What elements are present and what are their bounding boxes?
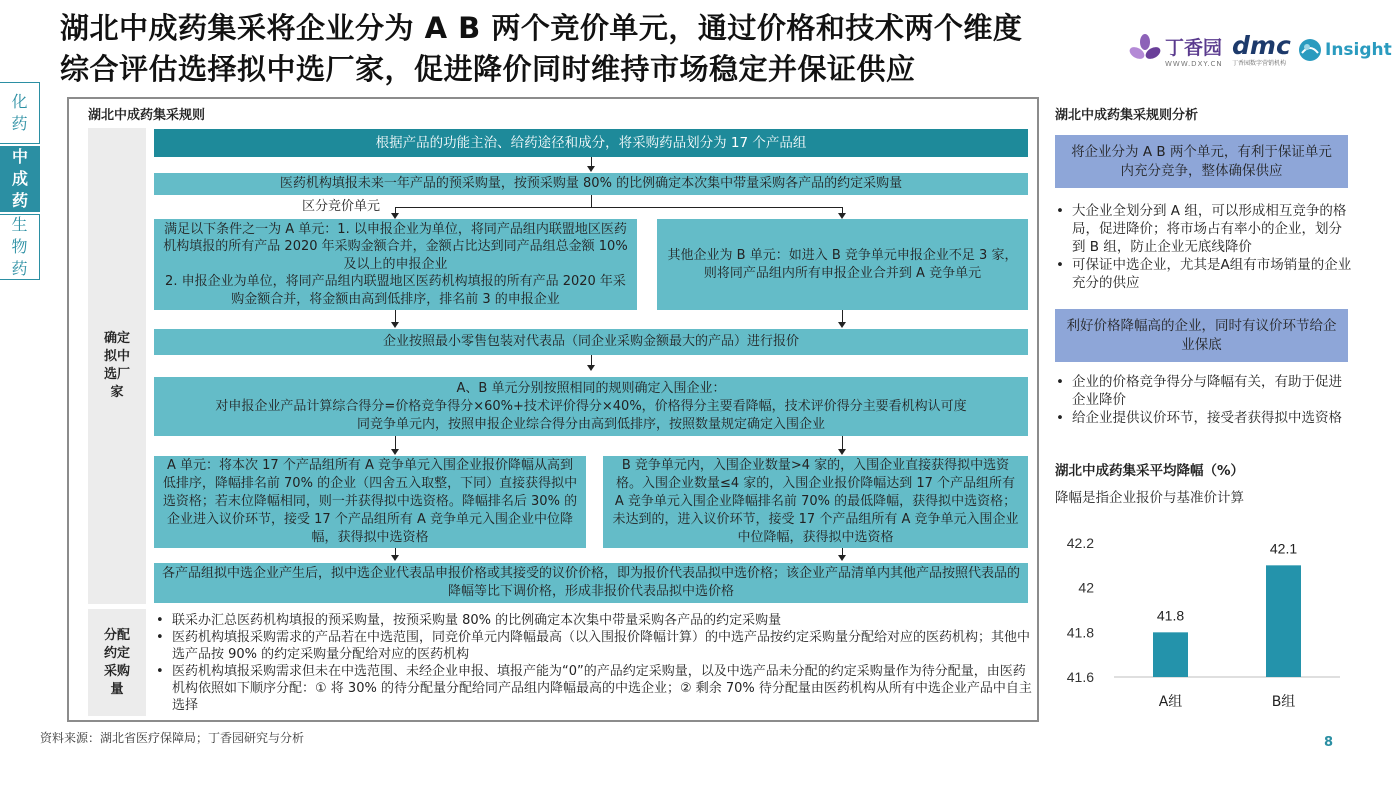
dxy-logo	[1128, 30, 1223, 70]
allocation-item-3: • 医药机构填报采购需求但未在中选范围、未经企业申报、填报产能为“0”的产品约定采购量，以及中选产品未分配的约定采购量作为待分配量，由医药机构依照如下顺序分配：① 将 30% 的待分配量分配给同产品组内降幅最高的中选企业；② 剩余 70% 待分配量由医药机构从所有中选企业产品中自主选择	[154, 663, 1032, 714]
unit-a-condition: 满足以下条件之一为 A 单元：1. 以申报企业为单位，将同产品组内联盟地区医药机构填报的所有产品 2020 年采购金额合并，金额占比达到同产品组总金额 10% 及以上的申报企业 2. 申报企业为单位，将同产品组内联盟地区医药机构填报的所有产品 2020 年采购金额合并，将金额由高到低排序，排名前 3 的申报企业	[154, 219, 637, 310]
flower-icon	[1128, 33, 1162, 67]
arrow-down-icon	[587, 166, 595, 172]
x-tick-label: A组	[1158, 694, 1183, 710]
label-determine-winners: 确定拟中选厂家	[88, 128, 146, 604]
dmc-logo	[1232, 30, 1291, 70]
connector-7	[842, 436, 843, 449]
connector-1	[591, 157, 592, 166]
arrow-down-icon	[838, 555, 846, 561]
allocation-item-2: • 医药机构填报采购需求的产品若在中选范围，同竞价单元内降幅最高（以入围报价降幅计算）的中选产品按约定采购量分配给对应的医药机构；其他中选产品按 90% 的约定采购量分配给对应的医药机构	[154, 629, 1032, 663]
analysis-item-2: • 可保证中选企业，尤其是A组有市场销量的企业充分的供应	[1055, 256, 1355, 292]
y-tick-label: 41.8	[1066, 624, 1094, 641]
title-line-2: 综合评估选择拟中选厂家，促进降价同时维持市场稳定并保证供应	[60, 52, 916, 86]
analysis-box-1: 将企业分为 A B 两个单元，有利于保证单元内充分竞争，整体确保供应	[1055, 135, 1348, 188]
x-tick-label: B组	[1271, 694, 1296, 710]
title-line-1: 湖北中成药集采将企业分为 A B 两个竞价单元，通过价格和技术两个维度	[60, 11, 1023, 45]
connector-8	[395, 548, 396, 555]
tab-chemical-drugs[interactable]	[0, 82, 40, 144]
analysis-list-2	[1055, 373, 1355, 427]
chart-subtitle: 降幅是指企业报价与基准价计算	[1055, 490, 1244, 506]
analysis-list-1	[1055, 202, 1355, 292]
tab-chinese-patent-medicine[interactable]	[0, 146, 40, 212]
step-final-price: 各产品组拟中选企业产生后，拟中选企业代表品申报价格或其接受的议价价格，即为报价代表品拟中选价格；该企业产品清单内其他产品按照代表品的降幅等比下调价格，形成非报价代表品拟中选价格	[154, 563, 1028, 603]
allocation-item-1: • 联采办汇总医药机构填报的预采购量，按预采购量 80% 的比例确定本次集中带量采购各产品的约定采购量	[154, 612, 1032, 629]
unit-b-condition: 其他企业为 B 单元：如进入 B 竞争单元申报企业不足 3 家，则将同产品组内所有申报企业合并到 A 竞争单元	[657, 219, 1028, 310]
data-label: 42.1	[1269, 540, 1298, 557]
arrow-down-icon	[838, 449, 846, 455]
unit-b-selection: B 竞争单元内，入围企业数量>4 家的，入围企业直接获得拟中选资格。入围企业数量≤4 家的，入围企业报价降幅达到 17 个产品组所有 A 竞争单元入围企业降幅排名前 70% 的最低降幅，获得拟中选资格；未达到的，进入议价环节，接受 17 个产品组所有 A 竞争单元入围企业中位降幅，获得拟中选资格	[603, 456, 1028, 548]
page-number: 8	[1324, 735, 1334, 750]
connector-6	[395, 436, 396, 449]
source-note: 资料来源：湖北省医疗保障局；丁香园研究与分析	[40, 731, 305, 745]
arrow-down-icon	[587, 365, 595, 371]
insight-name: Insight	[1325, 40, 1392, 60]
label-allocate-volume: 分配约定采购量	[88, 609, 146, 716]
arrow-down-icon	[838, 322, 846, 328]
dmc-name: dmc	[1232, 30, 1291, 60]
allocation-list	[154, 612, 1032, 714]
analysis-item-1: • 大企业全划分到 A 组，可以形成相互竞争的格局，促进降价；将市场占有率小的企业，划分到 B 组，防止企业无底线降价	[1055, 202, 1355, 256]
rules-section-title: 湖北中成药集采规则	[88, 108, 206, 123]
insight-logo	[1298, 30, 1392, 70]
step-pre-purchase: 医药机构填报未来一年产品的预采购量，按预采购量 80% 的比例确定本次集中带量采购各产品的约定采购量	[154, 173, 1028, 195]
bar-2	[1266, 565, 1301, 677]
tab-chinese-patent-medicine-label: 中成药	[11, 147, 28, 210]
connector-5	[591, 355, 592, 365]
y-tick-label: 41.6	[1066, 669, 1094, 685]
step-product-groups: 根据产品的功能主治、给药途径和成分，将采购药品划分为 17 个产品组	[154, 129, 1028, 157]
tab-biologics-label: 生物药	[11, 215, 28, 278]
arrow-down-icon	[391, 449, 399, 455]
tab-chemical-drugs-label: 化药	[11, 92, 28, 133]
connector-9	[842, 548, 843, 555]
connector-2	[591, 195, 592, 207]
analysis-item-4: • 给企业提供议价环节，接受者获得拟中选资格	[1055, 409, 1355, 427]
bar-1	[1153, 632, 1188, 677]
average-decline-chart	[1050, 528, 1350, 718]
divide-unit-label: 区分竞价单元	[302, 199, 381, 214]
arrow-down-icon	[391, 555, 399, 561]
arrow-down-icon	[391, 322, 399, 328]
data-label: 41.8	[1156, 607, 1185, 624]
y-tick-label: 42.2	[1066, 535, 1094, 551]
analysis-box-2: 利好价格降幅高的企业，同时有议价环节给企业保底	[1055, 309, 1348, 362]
y-tick-label: 42	[1078, 579, 1094, 596]
step-quote: 企业按照最小零售包装对代表品（同企业采购金额最大的产品）进行报价	[154, 329, 1028, 355]
step-scoring: A、B 单元分别按照相同的规则确定入围企业： 对申报企业产品计算综合得分=价格竞争得分×60%+技术评价得分×40%，价格得分主要看降幅，技术评价得分主要看机构认可度 同竞争单元内，按照申报企业综合得分由高到低排序，按照数量规定确定入围企业	[154, 377, 1028, 436]
page-title	[60, 8, 1120, 90]
insight-globe-icon	[1298, 38, 1322, 62]
dxy-name: 丁香园	[1165, 36, 1223, 59]
dxy-url: WWW.DXY.CN	[1165, 59, 1223, 68]
analysis-item-3: • 企业的价格竞争得分与降幅有关，有助于促进企业降价	[1055, 373, 1355, 409]
chart-title: 湖北中成药集采平均降幅（%）	[1055, 463, 1245, 479]
tab-biologics[interactable]	[0, 214, 40, 280]
unit-a-selection: A 单元：将本次 17 个产品组所有 A 竞争单元入围企业报价降幅从高到低排序，降幅排名前 70% 的企业（四舍五入取整，下同）直接获得拟中选资格；若末位降幅相同，则一并获得拟中选资格。降幅排名后 30% 的企业进入议价环节，接受 17 个产品组所有 A 竞争单元入围企业中位降幅，获得拟中选资格	[154, 456, 586, 548]
dmc-sub: 丁香园数字营销机构	[1232, 59, 1287, 67]
connector-split	[395, 207, 842, 208]
analysis-section-title: 湖北中成药集采规则分析	[1055, 108, 1199, 123]
